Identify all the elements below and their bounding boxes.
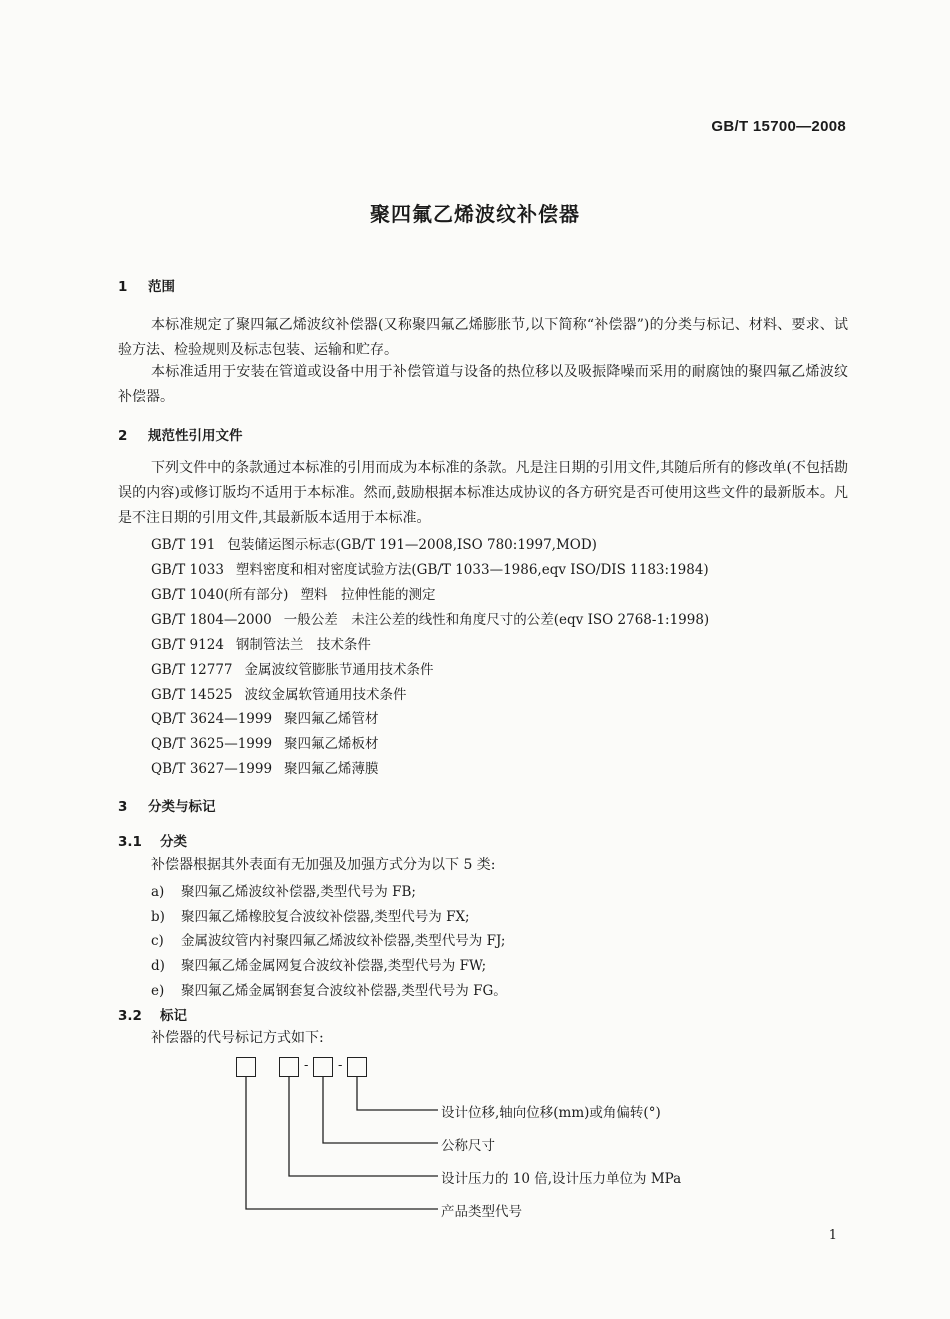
separator-dash: -: [304, 1058, 309, 1073]
reference-item: [151, 633, 371, 653]
section-2-heading: [118, 424, 243, 444]
subsection-3-1-heading: [118, 830, 187, 850]
item-letter: c): [151, 933, 164, 949]
reference-item: [151, 583, 435, 603]
code-box-displacement: [347, 1057, 367, 1077]
section-number: 2: [118, 428, 128, 444]
classification-item: [151, 905, 470, 925]
reference-code: GB/T 1804—2000: [151, 612, 272, 628]
item-letter: e): [151, 983, 165, 999]
reference-item: [151, 707, 379, 727]
section-1-paragraph-1: 本标准规定了聚四氟乙烯波纹补偿器(又称聚四氟乙烯膨胀节,以下简称“补偿器”)的分类与标记、材料、要求、试验方法、检验规则及标志包装、运输和贮存。: [118, 317, 848, 358]
reference-code: GB/T 14525: [151, 687, 233, 703]
code-box-pressure: [279, 1057, 299, 1077]
classification-item: [151, 954, 486, 974]
marking-intro: 补偿器的代号标记方式如下:: [151, 1030, 324, 1046]
label-nominal-size: 公称尺寸: [441, 1138, 495, 1154]
reference-item: [151, 658, 434, 678]
label-design-pressure: 设计压力的 10 倍,设计压力单位为 MPa: [441, 1171, 682, 1187]
section-title: 范围: [148, 279, 175, 295]
section-1-heading: [118, 275, 175, 295]
subsection-number: 3.2: [118, 1008, 142, 1024]
classification-item: [151, 929, 505, 949]
section-title: 分类与标记: [148, 799, 216, 815]
code-box-type: [236, 1057, 256, 1077]
item-text: 聚四氟乙烯金属钢套复合波纹补偿器,类型代号为 FG。: [181, 983, 507, 999]
reference-item: [151, 732, 379, 752]
reference-title: 一般公差 未注公差的线性和角度尺寸的公差(eqv ISO 2768-1:1998): [283, 612, 710, 628]
leader-line-size: [323, 1077, 438, 1143]
reference-item: [151, 533, 597, 553]
classification-item: [151, 880, 416, 900]
item-letter: a): [151, 884, 165, 900]
section-title: 规范性引用文件: [148, 428, 243, 444]
item-letter: d): [151, 958, 165, 974]
reference-title: 聚四氟乙烯薄膜: [284, 761, 379, 777]
section-number: 1: [118, 279, 128, 295]
reference-title: 塑料密度和相对密度试验方法(GB/T 1033—1986,eqv ISO/DIS 1183:1984): [235, 562, 709, 578]
reference-code: QB/T 3627—1999: [151, 761, 273, 777]
code-box-size: [313, 1057, 333, 1077]
reference-code: GB/T 1040(所有部分): [151, 587, 289, 603]
reference-code: QB/T 3624—1999: [151, 711, 273, 727]
reference-item: [151, 683, 407, 703]
reference-code: GB/T 191: [151, 537, 216, 553]
item-letter: b): [151, 909, 165, 925]
subsection-title: 分类: [160, 834, 187, 850]
subsection-number: 3.1: [118, 834, 142, 850]
section-number: 3: [118, 799, 128, 815]
leader-line-displacement: [357, 1077, 438, 1110]
reference-title: 聚四氟乙烯管材: [284, 711, 379, 727]
reference-title: 钢制管法兰 技术条件: [235, 637, 371, 653]
item-text: 金属波纹管内衬聚四氟乙烯波纹补偿器,类型代号为 FJ;: [181, 933, 506, 949]
reference-code: GB/T 9124: [151, 637, 224, 653]
separator-dash: -: [338, 1058, 343, 1073]
reference-title: 聚四氟乙烯板材: [284, 736, 379, 752]
reference-item: [151, 608, 709, 628]
section-1-paragraph-2: 本标准适用于安装在管道或设备中用于补偿管道与设备的热位移以及吸振降噪而采用的耐腐蚀的聚四氟乙烯波纹补偿器。: [118, 364, 848, 405]
subsection-3-2-heading: [118, 1004, 187, 1024]
reference-title: 波纹金属软管通用技术条件: [244, 687, 407, 703]
section-3-heading: [118, 795, 216, 815]
reference-code: GB/T 1033: [151, 562, 224, 578]
page-number: 1: [828, 1228, 837, 1243]
leader-line-pressure: [289, 1077, 438, 1176]
reference-title: 塑料 拉伸性能的测定: [300, 587, 436, 603]
label-product-type: 产品类型代号: [441, 1204, 522, 1220]
document-title: 聚四氟乙烯波纹补偿器: [370, 202, 580, 226]
item-text: 聚四氟乙烯波纹补偿器,类型代号为 FB;: [181, 884, 416, 900]
reference-title: 金属波纹管膨胀节通用技术条件: [244, 662, 434, 678]
reference-item: [151, 558, 709, 578]
reference-title: 包装储运图示标志(GB/T 191—2008,ISO 780:1997,MOD): [227, 537, 597, 553]
reference-code: GB/T 12777: [151, 662, 233, 678]
reference-code: QB/T 3625—1999: [151, 736, 273, 752]
reference-item: [151, 757, 379, 777]
standard-code: GB/T 15700—2008: [711, 118, 846, 135]
classification-item: [151, 979, 507, 999]
leader-line-type: [246, 1077, 438, 1209]
classification-intro: 补偿器根据其外表面有无加强及加强方式分为以下 5 类:: [151, 857, 496, 873]
item-text: 聚四氟乙烯橡胶复合波纹补偿器,类型代号为 FX;: [181, 909, 470, 925]
subsection-title: 标记: [160, 1008, 187, 1024]
item-text: 聚四氟乙烯金属网复合波纹补偿器,类型代号为 FW;: [181, 958, 487, 974]
label-displacement: 设计位移,轴向位移(mm)或角偏转(°): [441, 1105, 661, 1121]
section-2-intro: 下列文件中的条款通过本标准的引用而成为本标准的条款。凡是注日期的引用文件,其随后所有的修改单(不包括勘误的内容)或修订版均不适用于本标准。然而,鼓励根据本标准达成协议的各方研究是否可使用这些文件的最新版本。凡是不注日期的引用文件,其最新版本适用于本标准。: [118, 460, 848, 526]
